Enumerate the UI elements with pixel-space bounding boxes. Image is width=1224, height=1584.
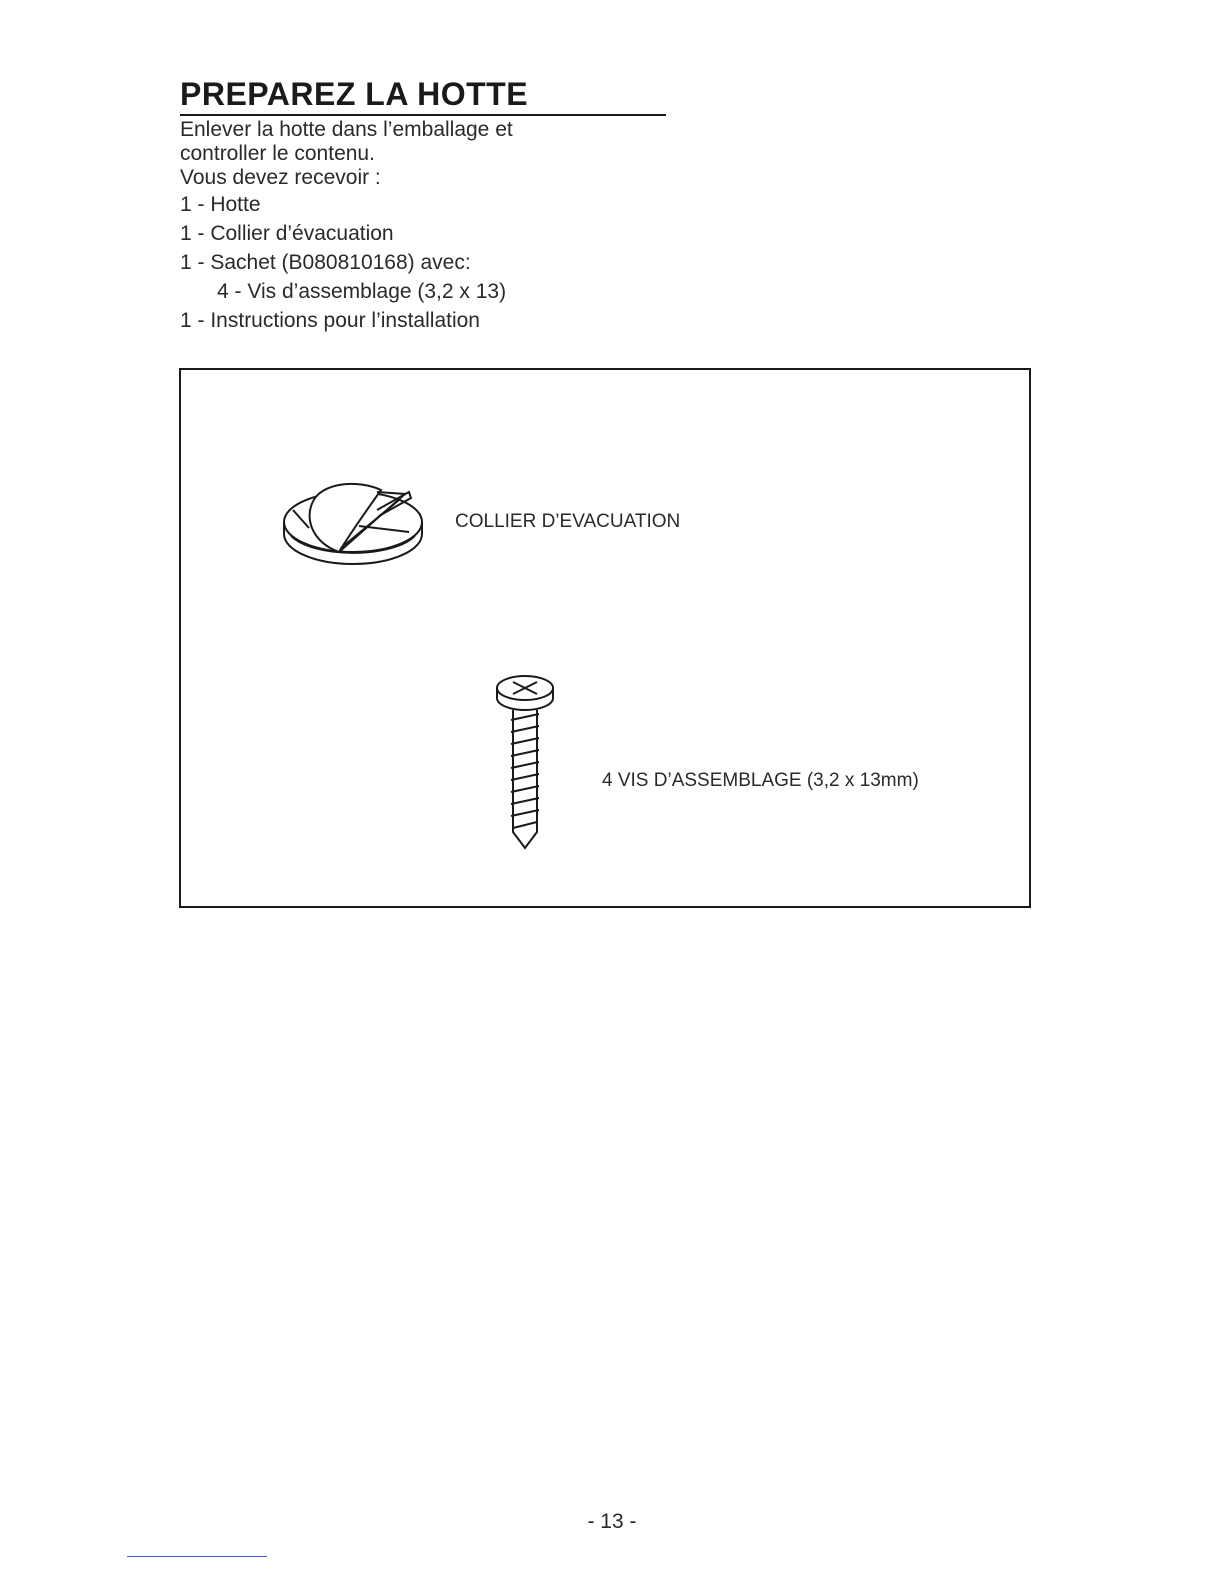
list-item: 1 - Instructions pour l’installation <box>180 309 480 332</box>
intro-line-3: Vous devez recevoir : <box>180 166 381 189</box>
screw-label: 4 VIS D’ASSEMBLAGE (3,2 x 13mm) <box>602 770 919 791</box>
intro-text <box>180 118 513 190</box>
contents-list <box>180 190 506 335</box>
intro-line-2: controller le contenu. <box>180 142 375 165</box>
page-number: - 13 - <box>587 1510 637 1533</box>
footer-divider <box>127 1556 267 1557</box>
list-item: 1 - Sachet (B080810168) avec: <box>180 251 471 274</box>
duct-collar-icon <box>281 470 429 570</box>
list-subitem: 4 - Vis d’assemblage (3,2 x 13) <box>217 280 507 303</box>
collar-label: COLLIER D’EVACUATION <box>455 511 681 532</box>
parts-figure <box>179 368 1031 908</box>
list-item: 1 - Collier d’évacuation <box>180 222 394 245</box>
page-title: PREPAREZ LA HOTTE <box>180 74 666 116</box>
intro-line-1: Enlever la hotte dans l’emballage et <box>180 118 513 141</box>
screw-icon <box>481 670 571 852</box>
list-item: 1 - Hotte <box>180 193 261 216</box>
